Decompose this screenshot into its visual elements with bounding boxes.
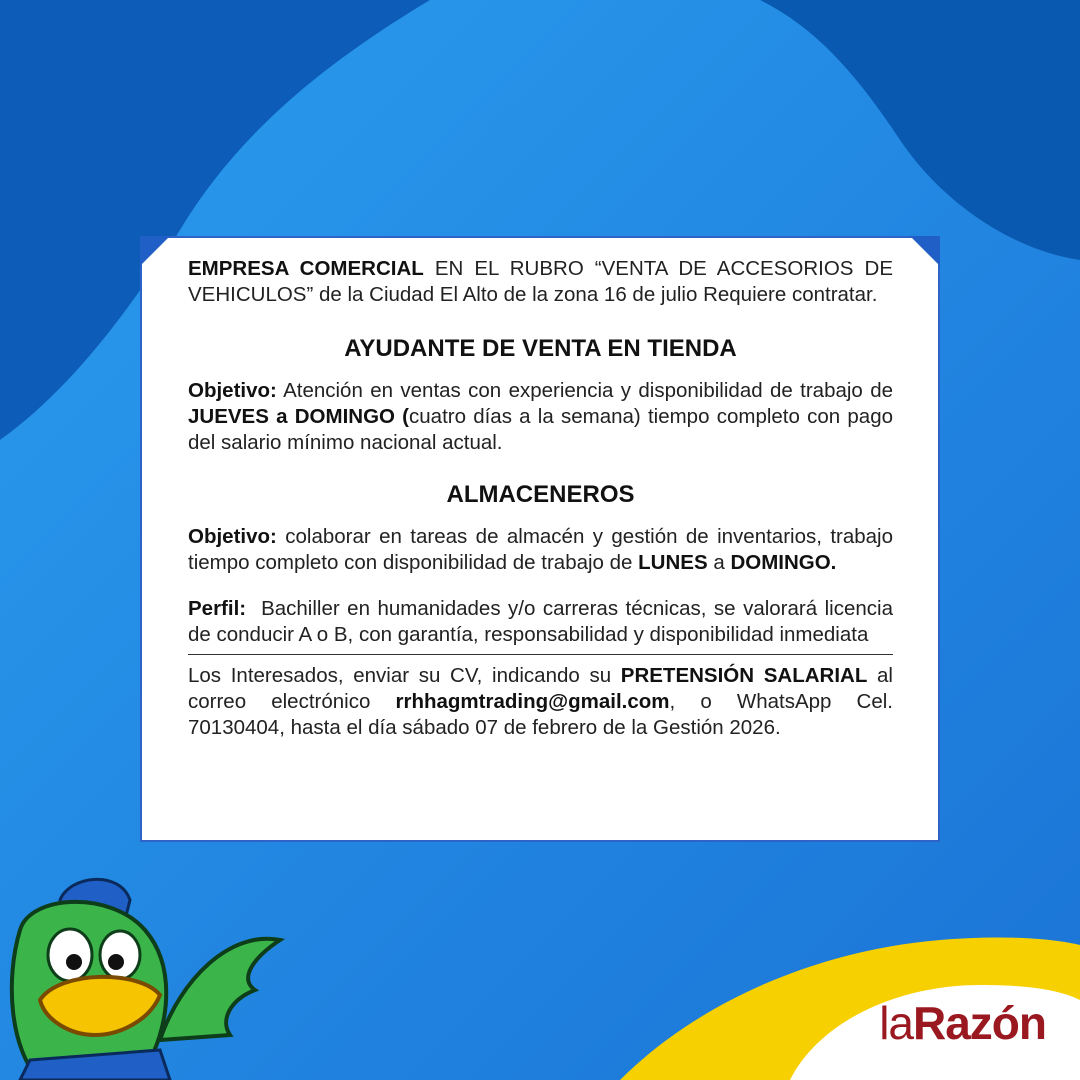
objective-label: Objetivo: <box>188 525 277 548</box>
contact-text-deadline: , o WhatsApp Cel. 70130404, hasta el día sábado 07 de febrero de la Gestión 2026. <box>188 690 893 739</box>
contact-text: Los Interesados, enviar su CV, indicando su <box>188 664 621 687</box>
sales-assistant-objective <box>188 378 893 456</box>
contact-email: rrhhagmtrading@gmail.com <box>395 690 670 713</box>
objective-day-start: LUNES <box>638 551 708 574</box>
objective-text: Atención en ventas con experiencia y disponibilidad de trabajo de <box>276 379 893 402</box>
contact-paragraph <box>188 663 893 741</box>
logo-la: la <box>879 997 913 1049</box>
objective-text-continued: cuatro días a la semana) tiempo completo con pago del salario mínimo nacional actual. <box>188 405 893 454</box>
objective-text-connector: a <box>707 551 731 574</box>
intro-text: EN EL RUBRO “VENTA DE ACCESORIOS DE VEHICULOS” de la Ciudad El Alto de la zona 16 de julio Requiere contratar. <box>188 257 893 306</box>
profile-label: Perfil: <box>188 597 247 620</box>
green-parrot-mascot-icon <box>0 870 300 1080</box>
company-name: EMPRESA COMERCIAL <box>188 257 424 280</box>
salary-expectation: PRETENSIÓN SALARIAL <box>620 664 868 687</box>
objective-label: Objetivo: <box>188 379 277 402</box>
objective-days: JUEVES a DOMINGO ( <box>188 405 410 428</box>
objective-text: colaborar en tareas de almacén y gestión de inventarios, trabajo tiempo completo con disponibilidad de trabajo de <box>188 525 893 574</box>
contact-text-email-intro: al correo electrónico <box>188 664 893 713</box>
warehouse-profile <box>188 596 899 648</box>
position-title-sales-assistant: AYUDANTE DE VENTA EN TIENDA <box>344 335 737 362</box>
la-razon-logo <box>879 997 1046 1049</box>
warehouse-objective <box>188 524 893 576</box>
position-title-warehouse: ALMACENEROS <box>446 481 635 508</box>
card-content <box>188 256 899 741</box>
card-corner-left <box>140 236 170 266</box>
intro-paragraph <box>188 256 893 308</box>
divider <box>188 654 893 655</box>
job-posting-card <box>140 236 940 842</box>
objective-day-end: DOMINGO. <box>730 551 837 574</box>
profile-text: Bachiller en humanidades y/o carreras técnicas, se valorará licencia de conducir A o B, con garantía, responsabilidad y disponibilidad inmediata <box>188 597 899 646</box>
card-corner-right <box>910 236 940 266</box>
logo-razon: Razón <box>913 997 1046 1049</box>
